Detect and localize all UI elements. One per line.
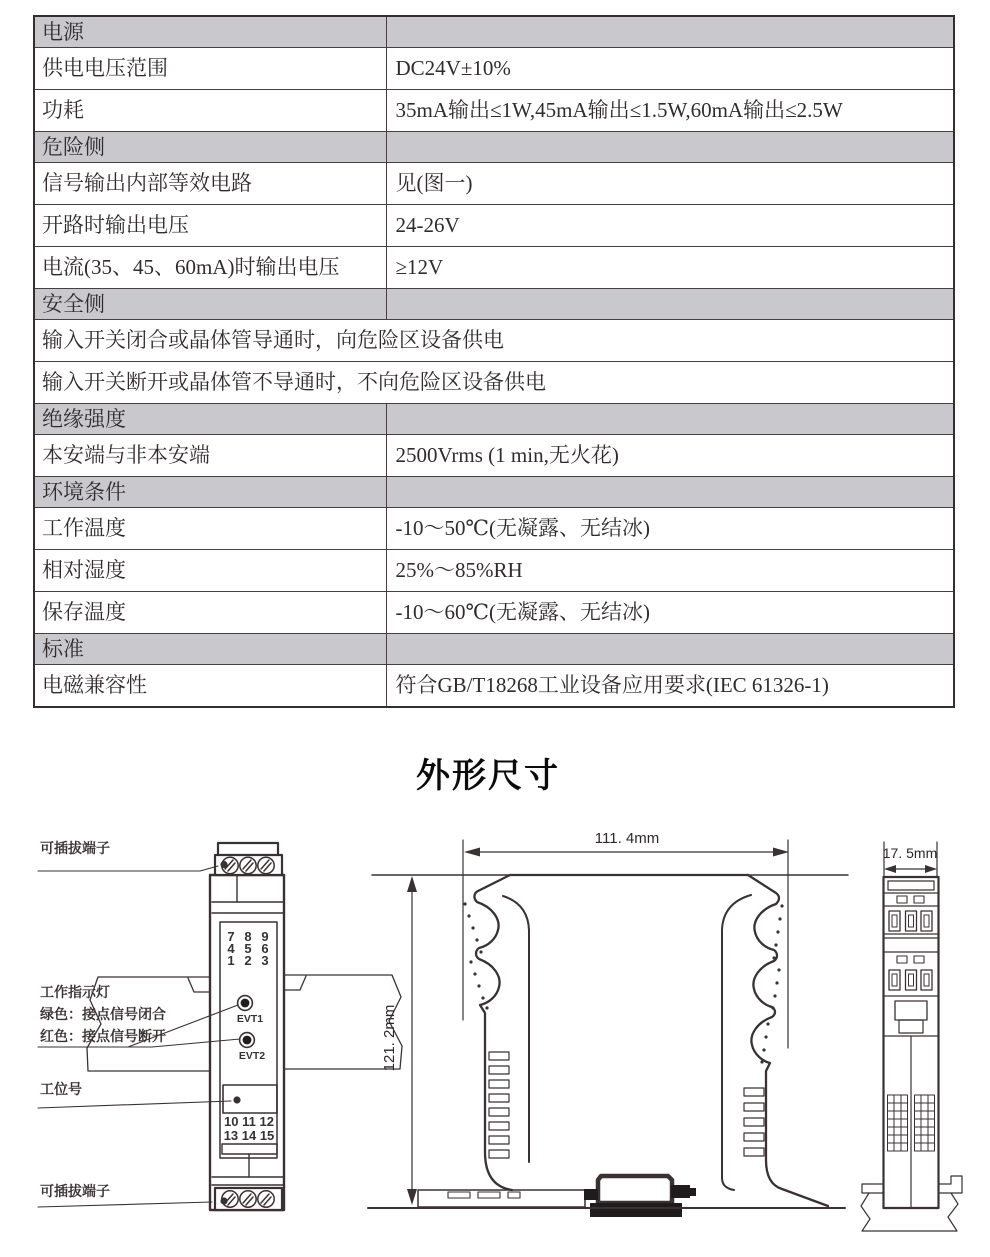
spec-label-cell: 环境条件 bbox=[34, 477, 386, 508]
terminal-3: 3 bbox=[261, 953, 269, 968]
din-clip bbox=[584, 1176, 696, 1217]
terminal-5: 5 bbox=[244, 941, 252, 956]
spec-row bbox=[34, 247, 954, 289]
spec-value-cell: -10～60℃(无凝露、无结冰) bbox=[386, 592, 954, 634]
spec-label-cell: 电源 bbox=[34, 16, 386, 48]
label-plug-terminal-bottom: 可插拔端子 bbox=[40, 1183, 110, 1199]
spec-value-cell: 35mA输出≤1W,45mA输出≤1.5W,60mA输出≤2.5W bbox=[386, 90, 954, 132]
spec-table-body bbox=[34, 16, 954, 707]
spec-value-cell: ≥12V bbox=[386, 247, 954, 289]
spec-span-cell: 输入开关断开或晶体管不导通时，不向危险区设备供电 bbox=[34, 362, 954, 404]
arrowhead-right-icon bbox=[925, 865, 937, 873]
spec-value-cell bbox=[386, 477, 954, 508]
evt1-label: EVT1 bbox=[236, 1013, 264, 1025]
spec-value-cell bbox=[386, 634, 954, 665]
leader-dot-station bbox=[233, 1096, 240, 1103]
vent-slots-right bbox=[744, 1088, 764, 1156]
end-view-drawing bbox=[861, 842, 962, 1231]
spec-row bbox=[34, 665, 954, 708]
width-dimension bbox=[463, 840, 788, 1048]
side-view-drawing bbox=[368, 830, 848, 1217]
spec-value-cell: 见(图一) bbox=[386, 163, 954, 205]
side-profile-left bbox=[474, 875, 512, 1190]
spec-span-cell: 输入开关闭合或晶体管导通时，向危险区设备供电 bbox=[34, 320, 954, 362]
spec-row bbox=[34, 362, 954, 404]
spec-row bbox=[34, 205, 954, 247]
terminal-2: 2 bbox=[244, 953, 252, 968]
terminal-8: 8 bbox=[244, 929, 252, 944]
leader-dot-top-terminal bbox=[220, 861, 227, 868]
spec-label-cell: 工作温度 bbox=[34, 508, 386, 550]
front-view-drawing bbox=[38, 840, 402, 1210]
spec-label-cell: 电磁兼容性 bbox=[34, 665, 386, 708]
terminal-4: 4 bbox=[227, 941, 235, 956]
arrowhead-left-icon bbox=[884, 865, 896, 873]
spec-section-row bbox=[34, 477, 954, 508]
spec-label-cell: 开路时输出电压 bbox=[34, 205, 386, 247]
spec-value-cell bbox=[386, 404, 954, 435]
outline-dimensions-diagram bbox=[0, 818, 990, 1257]
spec-value-cell: 24-26V bbox=[386, 205, 954, 247]
spec-label-cell: 标准 bbox=[34, 634, 386, 665]
spec-label-cell: 危险侧 bbox=[34, 132, 386, 163]
height-dim-label: 121. 2mm bbox=[381, 1004, 398, 1072]
label-indicator-green: 绿色：接点信号闭合 bbox=[40, 1006, 166, 1022]
spec-value-cell: -10～50℃(无凝露、无结冰) bbox=[386, 508, 954, 550]
spec-value-cell: 25%～85%RH bbox=[386, 550, 954, 592]
terminal-1: 1 bbox=[227, 953, 235, 968]
spec-value-cell bbox=[386, 132, 954, 163]
vent-slots-left bbox=[489, 1052, 509, 1158]
spec-label-cell: 保存温度 bbox=[34, 592, 386, 634]
spec-label-cell: 绝缘强度 bbox=[34, 404, 386, 435]
arrowhead-down-icon bbox=[407, 1189, 417, 1205]
arrowhead-left-icon bbox=[464, 848, 480, 857]
terminal-numbers-bottom bbox=[224, 1114, 275, 1143]
spec-label-cell: 信号输出内部等效电路 bbox=[34, 163, 386, 205]
spec-section-row bbox=[34, 132, 954, 163]
spec-label-cell: 功耗 bbox=[34, 90, 386, 132]
label-indicator-title: 工作指示灯 bbox=[40, 984, 110, 1000]
terminals-10-12: 10 11 12 bbox=[224, 1114, 274, 1129]
terminal-9: 9 bbox=[261, 929, 269, 944]
spec-row bbox=[34, 48, 954, 90]
spec-row bbox=[34, 508, 954, 550]
spec-label-cell: 安全侧 bbox=[34, 289, 386, 320]
label-indicator-red: 红色：接点信号断开 bbox=[40, 1028, 166, 1044]
spec-value-cell bbox=[386, 289, 954, 320]
spec-row bbox=[34, 320, 954, 362]
spec-value-cell: 符合GB/T18268工业设备应用要求(IEC 61326-1) bbox=[386, 665, 954, 708]
spec-value-cell: DC24V±10% bbox=[386, 48, 954, 90]
terminal-6: 6 bbox=[261, 941, 269, 956]
spec-row bbox=[34, 592, 954, 634]
spec-label-cell: 供电电压范围 bbox=[34, 48, 386, 90]
spec-label-cell: 本安端与非本安端 bbox=[34, 435, 386, 477]
spec-row bbox=[34, 550, 954, 592]
spec-row bbox=[34, 163, 954, 205]
terminals-13-15: 13 14 15 bbox=[223, 1128, 275, 1143]
arrowhead-right-icon bbox=[773, 848, 789, 857]
spec-section-row bbox=[34, 289, 954, 320]
evt2-label: EVT2 bbox=[238, 1050, 266, 1062]
spec-value-cell bbox=[386, 16, 954, 48]
terminal-numbers-top bbox=[227, 929, 268, 968]
width-dim-label: 111. 4mm bbox=[594, 830, 660, 847]
end-width-dim-label: 17. 5mm bbox=[882, 845, 938, 861]
page-title: 外形尺寸 bbox=[416, 757, 560, 795]
spec-label-cell: 相对湿度 bbox=[34, 550, 386, 592]
mounting-foot bbox=[418, 1190, 600, 1207]
leader-dot-bottom-terminal bbox=[220, 1197, 227, 1204]
spec-table bbox=[33, 15, 955, 708]
spec-section-row bbox=[34, 634, 954, 665]
label-plug-terminal-top: 可插拔端子 bbox=[40, 840, 110, 856]
label-station-number: 工位号 bbox=[40, 1081, 82, 1097]
spec-label-cell: 电流(35、45、60mA)时输出电压 bbox=[34, 247, 386, 289]
spec-section-row bbox=[34, 404, 954, 435]
dotted-guides bbox=[463, 902, 783, 1063]
spec-row bbox=[34, 90, 954, 132]
spec-row bbox=[34, 435, 954, 477]
spec-section-row bbox=[34, 16, 954, 48]
spec-value-cell: 2500Vrms (1 min,无火花) bbox=[386, 435, 954, 477]
arrowhead-up-icon bbox=[407, 876, 417, 892]
terminal-7: 7 bbox=[227, 929, 235, 944]
